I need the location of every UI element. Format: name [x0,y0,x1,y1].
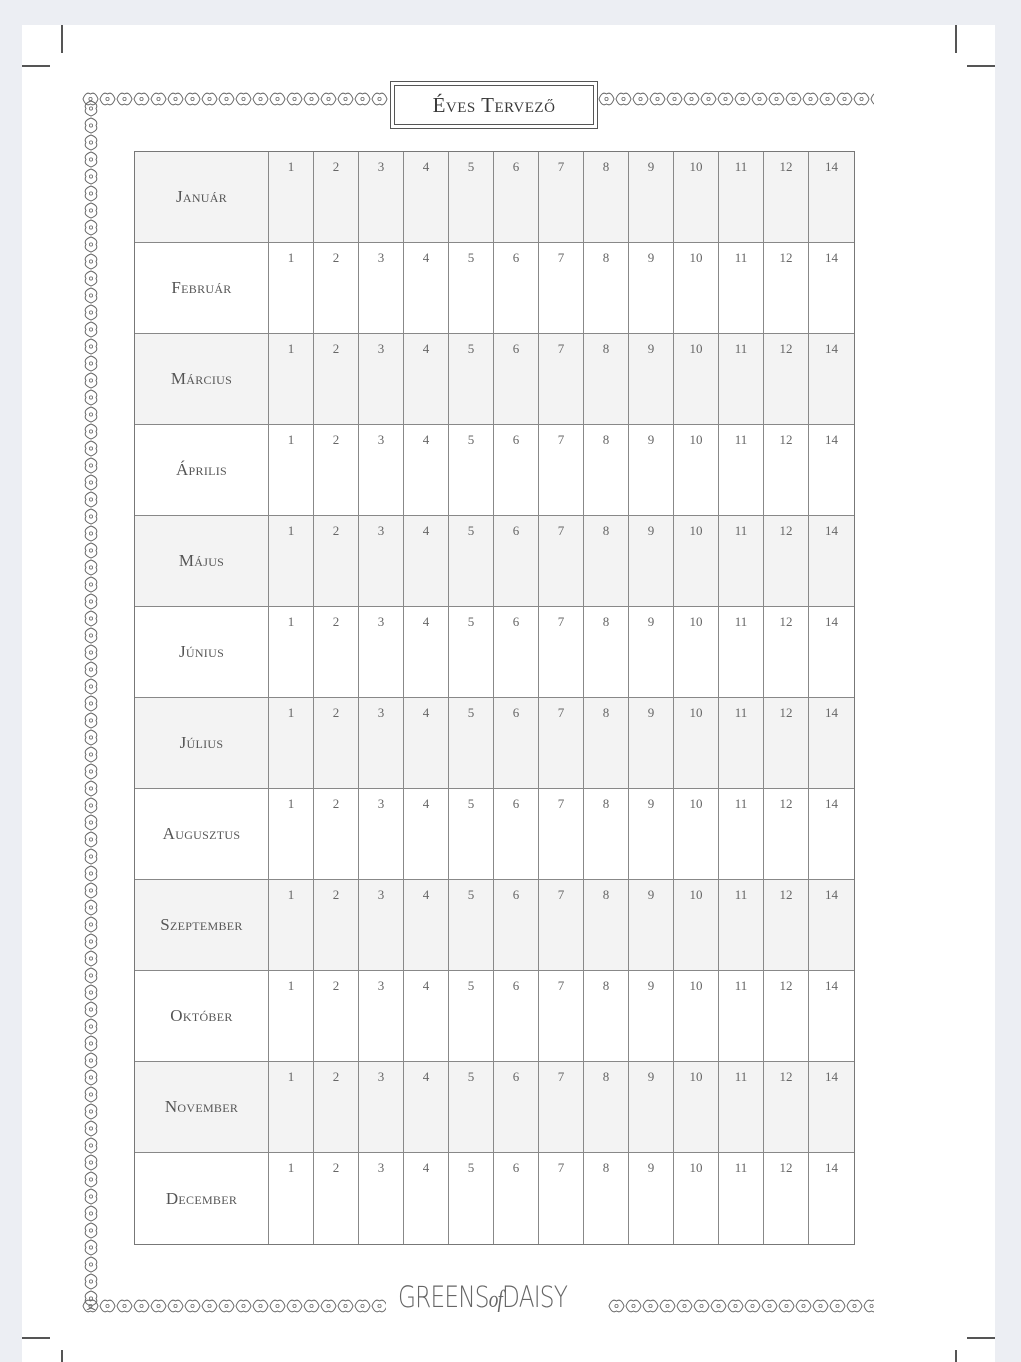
day-cell[interactable]: 10 [674,1153,719,1244]
day-cell[interactable]: 11 [719,516,764,607]
day-cell[interactable]: 11 [719,971,764,1062]
day-cell[interactable]: 11 [719,880,764,971]
day-cell[interactable]: 14 [809,425,854,516]
day-cell[interactable]: 7 [539,152,584,243]
day-cell[interactable]: 12 [764,880,809,971]
day-cell[interactable]: 9 [629,243,674,334]
day-cell[interactable]: 14 [809,152,854,243]
day-cell[interactable]: 11 [719,607,764,698]
day-cell[interactable]: 7 [539,1062,584,1153]
day-cell[interactable]: 8 [584,1062,629,1153]
day-cell[interactable]: 4 [404,971,449,1062]
day-cell[interactable]: 10 [674,880,719,971]
crop-mark [61,1350,63,1362]
day-cell[interactable]: 2 [314,334,359,425]
day-cell[interactable]: 5 [449,243,494,334]
day-cell[interactable]: 14 [809,607,854,698]
day-cell[interactable]: 5 [449,425,494,516]
day-cell[interactable]: 14 [809,880,854,971]
day-cell[interactable]: 2 [314,152,359,243]
day-cell[interactable]: 12 [764,789,809,880]
day-cell[interactable]: 4 [404,607,449,698]
day-cell[interactable]: 2 [314,1062,359,1153]
day-cell[interactable]: 1 [269,425,314,516]
day-cell[interactable]: 12 [764,971,809,1062]
day-cell[interactable]: 1 [269,243,314,334]
day-cell[interactable]: 7 [539,334,584,425]
day-cell[interactable]: 14 [809,971,854,1062]
logo-text-part1: GREENS [398,1280,489,1314]
day-cell[interactable]: 1 [269,698,314,789]
day-cell[interactable]: 1 [269,789,314,880]
day-cell[interactable]: 9 [629,607,674,698]
day-cell[interactable]: 2 [314,425,359,516]
title-frame [390,81,598,129]
day-cell[interactable]: 8 [584,516,629,607]
day-cell[interactable]: 5 [449,971,494,1062]
day-cell[interactable]: 11 [719,334,764,425]
day-cell[interactable]: 5 [449,698,494,789]
day-cell[interactable]: 4 [404,789,449,880]
crop-mark [955,25,957,53]
day-cell[interactable]: 12 [764,516,809,607]
day-cell[interactable]: 6 [494,516,539,607]
day-cell[interactable]: 7 [539,880,584,971]
day-cell[interactable]: 4 [404,243,449,334]
day-cell[interactable]: 6 [494,334,539,425]
day-cell[interactable]: 2 [314,880,359,971]
day-cell[interactable]: 9 [629,1062,674,1153]
day-cell[interactable]: 2 [314,698,359,789]
day-cell[interactable]: 14 [809,334,854,425]
day-cell[interactable]: 9 [629,698,674,789]
month-label: Április [135,425,269,516]
crop-mark [22,65,50,67]
day-cell[interactable]: 11 [719,698,764,789]
day-cell[interactable]: 14 [809,1062,854,1153]
day-cell[interactable]: 14 [809,698,854,789]
day-cell[interactable]: 12 [764,1062,809,1153]
day-cell[interactable]: 9 [629,789,674,880]
month-label: Július [135,698,269,789]
day-cell[interactable]: 11 [719,425,764,516]
day-cell[interactable]: 3 [359,334,404,425]
day-cell[interactable]: 9 [629,1153,674,1244]
day-cell[interactable]: 1 [269,971,314,1062]
day-cell[interactable]: 5 [449,607,494,698]
day-cell[interactable]: 6 [494,971,539,1062]
day-cell[interactable]: 3 [359,516,404,607]
day-cell[interactable]: 5 [449,152,494,243]
day-cell[interactable]: 5 [449,1153,494,1244]
month-label: Szeptember [135,880,269,971]
day-cell[interactable]: 14 [809,243,854,334]
crop-mark [955,1350,957,1362]
day-cell[interactable]: 10 [674,516,719,607]
day-cell[interactable]: 8 [584,334,629,425]
day-cell[interactable]: 5 [449,789,494,880]
day-cell[interactable]: 3 [359,607,404,698]
day-cell[interactable]: 7 [539,425,584,516]
month-label: Március [135,334,269,425]
floral-border-left-icon [80,100,102,1310]
day-cell[interactable]: 10 [674,971,719,1062]
day-cell[interactable]: 10 [674,789,719,880]
crop-mark [967,65,995,67]
day-cell[interactable]: 9 [629,971,674,1062]
day-cell[interactable]: 7 [539,243,584,334]
day-cell[interactable]: 11 [719,1062,764,1153]
day-cell[interactable]: 2 [314,789,359,880]
day-cell[interactable]: 3 [359,789,404,880]
day-cell[interactable]: 12 [764,425,809,516]
day-cell[interactable]: 8 [584,243,629,334]
day-cell[interactable]: 3 [359,1062,404,1153]
day-cell[interactable]: 8 [584,607,629,698]
day-cell[interactable]: 4 [404,516,449,607]
day-cell[interactable]: 11 [719,789,764,880]
day-cell[interactable]: 2 [314,516,359,607]
day-cell[interactable]: 9 [629,334,674,425]
day-cell[interactable]: 4 [404,425,449,516]
day-cell[interactable]: 7 [539,516,584,607]
day-cell[interactable]: 10 [674,1062,719,1153]
day-cell[interactable]: 10 [674,334,719,425]
day-cell[interactable]: 3 [359,425,404,516]
brand-logo [398,1280,568,1320]
day-cell[interactable]: 10 [674,607,719,698]
day-cell[interactable]: 6 [494,152,539,243]
day-cell[interactable]: 3 [359,971,404,1062]
day-cell[interactable]: 14 [825,1160,838,1175]
month-label: Február [135,243,269,334]
day-cell[interactable]: 4 [404,1153,449,1244]
month-label: December [135,1153,269,1244]
day-cell[interactable]: 12 [764,698,809,789]
day-cell[interactable]: 10 [674,425,719,516]
day-cell[interactable]: 9 [629,152,674,243]
day-cell[interactable]: 1 [269,1153,314,1244]
day-cell[interactable]: 14 [809,516,854,607]
day-cell[interactable]: 6 [494,789,539,880]
day-cell[interactable]: 12 [764,334,809,425]
day-cell[interactable]: 11 [719,152,764,243]
floral-border-top-left-icon [82,88,388,110]
month-label: Október [135,971,269,1062]
day-cell[interactable]: 1 [269,1062,314,1153]
day-cell[interactable]: 2 [314,243,359,334]
crop-mark [22,1337,50,1339]
day-cell[interactable]: 3 [359,152,404,243]
day-cell[interactable]: 7 [539,971,584,1062]
day-cell[interactable]: 6 [494,425,539,516]
day-cell[interactable]: 1 [269,334,314,425]
day-cell[interactable]: 7 [539,789,584,880]
day-cell[interactable]: 11 [719,1153,764,1244]
day-cell[interactable]: 10 [674,698,719,789]
day-cell[interactable]: 7 [539,1153,584,1244]
day-cell[interactable]: 8 [584,880,629,971]
day-cell[interactable]: 5 [449,516,494,607]
day-cell[interactable]: 7 [539,698,584,789]
day-cell[interactable]: 5 [449,334,494,425]
day-cell[interactable]: 6 [494,1062,539,1153]
month-label: Június [135,607,269,698]
day-cell[interactable]: 8 [584,1153,629,1244]
day-cell[interactable]: 12 [764,607,809,698]
day-cell[interactable]: 4 [404,334,449,425]
day-cell[interactable]: 9 [629,516,674,607]
day-cell[interactable]: 12 [764,152,809,243]
month-label: Január [135,152,269,243]
day-cell[interactable]: 2 [314,607,359,698]
floral-border-top-right-icon [598,88,874,110]
day-cell[interactable]: 6 [494,243,539,334]
day-cell[interactable]: 8 [584,152,629,243]
day-cell[interactable]: 2 [314,1153,359,1244]
day-cell[interactable]: 4 [404,152,449,243]
day-cell[interactable]: 5 [449,1062,494,1153]
day-cell[interactable]: 9 [629,425,674,516]
day-cell[interactable]: 12 [764,243,809,334]
day-cell[interactable]: 6 [494,880,539,971]
day-cell[interactable]: 3 [359,698,404,789]
day-cell[interactable]: 3 [359,1153,404,1244]
day-cell[interactable]: 8 [584,425,629,516]
day-cell[interactable]: 8 [584,971,629,1062]
day-cell[interactable]: 6 [494,607,539,698]
day-cell[interactable]: 12 [764,1153,809,1244]
logo-text-part3: DAISY [502,1280,568,1314]
page-title: Éves Tervező [394,85,594,125]
day-cell[interactable]: 6 [494,698,539,789]
day-cell[interactable]: 4 [404,698,449,789]
day-cell[interactable]: 1 [269,516,314,607]
crop-mark [61,25,63,53]
day-cell[interactable]: 6 [494,1153,539,1244]
day-cell[interactable]: 3 [359,880,404,971]
day-cell[interactable]: 4 [404,1062,449,1153]
annual-planner-grid [134,151,855,1245]
day-cell[interactable]: 8 [584,789,629,880]
floral-border-bottom-right-icon [608,1295,874,1317]
day-cell[interactable]: 9 [629,880,674,971]
day-cell[interactable]: 1 [269,880,314,971]
day-cell[interactable]: 5 [449,880,494,971]
month-label: November [135,1062,269,1153]
day-cell[interactable]: 8 [584,698,629,789]
day-cell[interactable]: 11 [719,243,764,334]
day-cell[interactable]: 3 [359,243,404,334]
logo-text-part2: of [488,1287,503,1313]
day-cell[interactable]: 2 [314,971,359,1062]
day-cell[interactable]: 1 [269,607,314,698]
day-cell[interactable]: 7 [539,607,584,698]
floral-border-bottom-left-icon [82,1295,386,1317]
day-cell[interactable]: 14 [809,789,854,880]
day-cell[interactable]: 10 [674,152,719,243]
day-cell[interactable]: 4 [404,880,449,971]
day-cell[interactable]: 1 [269,152,314,243]
crop-mark [967,1337,995,1339]
month-label: Május [135,516,269,607]
day-cell[interactable]: 10 [674,243,719,334]
month-label: Augusztus [135,789,269,880]
